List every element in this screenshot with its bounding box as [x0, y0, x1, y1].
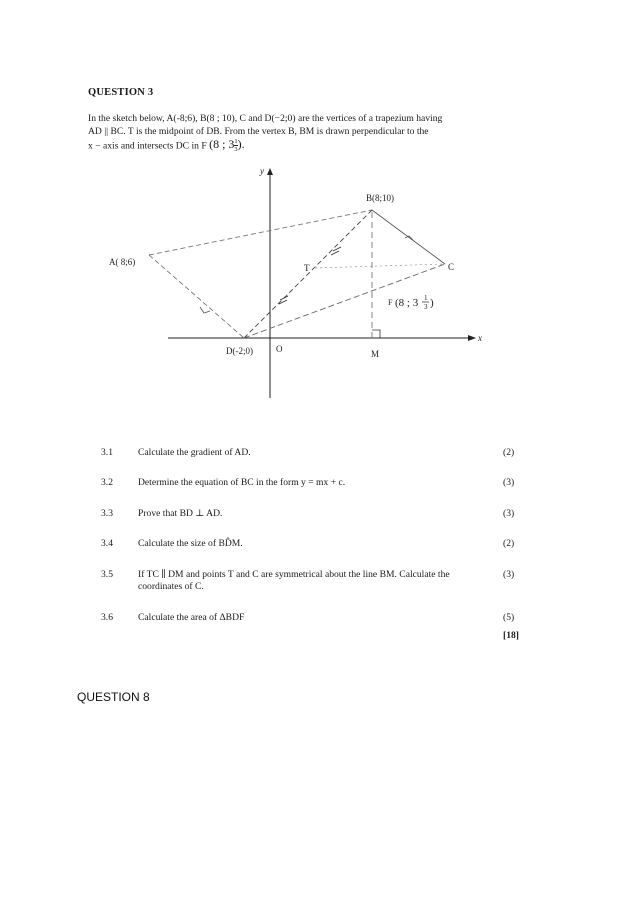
right-angle-mark [372, 330, 380, 338]
tick-marks-dt [279, 296, 288, 304]
trapezium-sketch [100, 160, 500, 400]
question-3-intro [88, 112, 488, 153]
label-point-b: B(8;10) [366, 193, 394, 203]
x-axis-arrow [468, 335, 476, 341]
subquestion-3-5-text: If TC ∥ DM and points T and C are symmetrical about the line BM. Calculate the coordinates of C. [138, 569, 450, 592]
label-point-f [388, 294, 434, 311]
label-point-d: D(-2;0) [226, 346, 253, 356]
intro-line-3 [88, 138, 488, 153]
side-ad [149, 255, 244, 338]
y-axis-label: y [260, 166, 264, 176]
question-3-heading: QUESTION 3 [88, 87, 154, 98]
intro-line-1: In the sketch below, A(-8;6), B(8 ; 10), C and D(−2;0) are the vertices of a trapezium having [88, 113, 443, 124]
intro-fraction: $\frac{1}{3}$ [234, 138, 238, 153]
tick-marks-tb [331, 247, 341, 255]
label-point-t: T [304, 263, 310, 273]
label-point-c: C [448, 262, 455, 272]
x-axis-label: x [478, 333, 482, 343]
diagonal-db [244, 210, 372, 338]
label-origin: O [276, 344, 283, 354]
side-bc [372, 210, 445, 264]
intro-line-3-text: x − axis and intersects DC in F [88, 140, 207, 152]
label-point-m: M [371, 349, 380, 359]
svg-text:(8 ; 3: (8 ; 3 [395, 297, 419, 309]
label-point-a: A( 8;6) [109, 257, 136, 267]
total-marks: [18] [503, 630, 519, 641]
svg-text:3: 3 [424, 303, 428, 311]
question-8-heading: QUESTION 8 [77, 690, 150, 704]
parallel-mark-ad [200, 307, 210, 313]
segment-tc [315, 264, 445, 268]
intro-line-2: AD || BC. T is the midpoint of DB. From the vertex B, BM is drawn perpendicular to the [88, 126, 429, 137]
y-axis-arrow [267, 168, 273, 175]
svg-text:): ) [430, 297, 434, 309]
document-page: QUESTION 3 In the sketch below, A(-8;6), B(8 ; 10), C and D(−2;0) are the vertices of a trapezium having AD || BC. T is the midpoint of DB. From the vertex B, BM is drawn perpendicular to the x − axis and intersects DC in F (8 ; 3 $\frac{1}{3}$ ). y x A( 8;6) B(8;10) C D(-2;0) O M T F (8 ; 3 1 3 ) 3.1 Calculate the gradient of AD. (2) 3.2 Determine the equation of BC in the form y = mx + c. (3) 3.3 Prove that BD ⊥ AD. (3) 3.4 Calculate the size of BD̂M. (2) 3.5 If TC ∥ DM and points T and C are symmetrical about the line BM. Calculate the coordinates of C. (3) 3.6 Calculate the area of ΔBDF (5) [18] QUESTION 8 [0, 0, 638, 903]
svg-text:F: F [388, 298, 393, 307]
svg-text:1: 1 [424, 294, 428, 302]
intro-point-f: (8 ; 3 $\frac{1}{3}$ ). [209, 137, 245, 153]
